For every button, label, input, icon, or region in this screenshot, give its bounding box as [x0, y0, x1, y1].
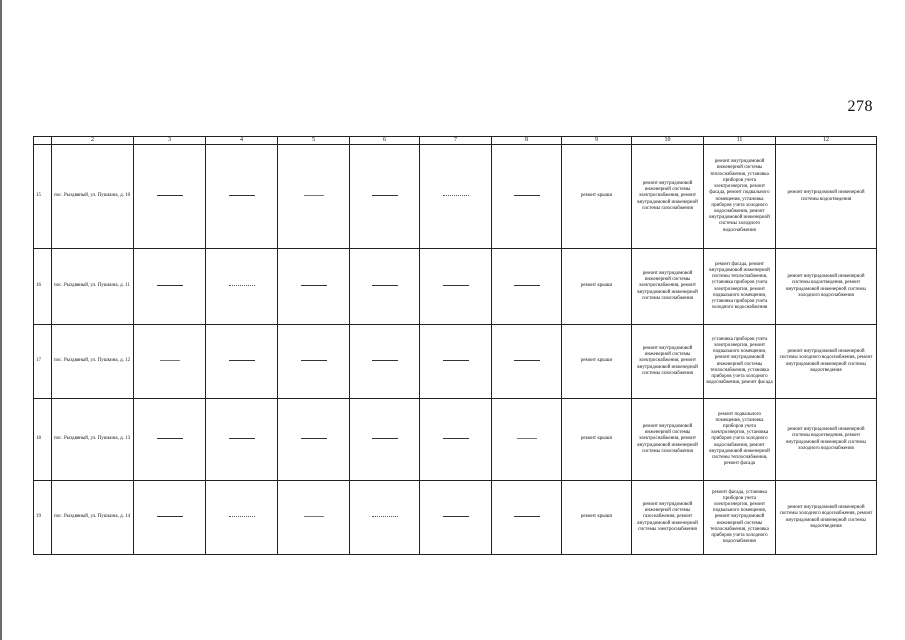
dash-mark	[443, 285, 469, 286]
empty-cell	[492, 249, 562, 325]
row-number: 15	[34, 145, 52, 249]
page-number: 278	[847, 98, 873, 115]
dash-mark	[443, 195, 469, 196]
header-cell: 2	[52, 137, 134, 145]
empty-cell	[350, 325, 420, 399]
dash-mark	[301, 285, 327, 286]
dash-mark	[514, 516, 540, 517]
dash-mark	[443, 516, 469, 517]
dash-mark	[301, 360, 327, 361]
row-number: 19	[34, 481, 52, 555]
empty-cell	[350, 145, 420, 249]
empty-cell	[206, 249, 278, 325]
scan-left-edge	[0, 0, 2, 640]
empty-cell	[134, 481, 206, 555]
empty-cell	[206, 325, 278, 399]
table-row	[34, 399, 877, 481]
empty-cell	[420, 399, 492, 481]
empty-cell	[278, 399, 350, 481]
empty-cell	[206, 481, 278, 555]
address-cell: пос. Рыздвяный, ул. Пушкина, д. 13	[52, 399, 134, 481]
address-cell: пос. Рыздвяный, ул. Пушкина, д. 10	[52, 145, 134, 249]
row-number: 17	[34, 325, 52, 399]
table-header-row	[34, 137, 877, 145]
empty-cell	[420, 145, 492, 249]
empty-cell	[206, 399, 278, 481]
empty-cell	[492, 399, 562, 481]
dash-mark	[229, 285, 255, 286]
work-cell-11: ремонт фасада, установка приборов учета электроэнергии, ремонт подвального помещения, ремонт внутридомовой инженерной системы теплоснабжения, установка приборов учета холодного водоснабжения	[704, 481, 776, 555]
work-cell-10: ремонт внутридомовой инженерной системы электроснабжения, ремонт внутридомовой инженерной системы газоснабжения	[632, 145, 704, 249]
header-cell: 11	[704, 137, 776, 145]
header-cell: 12	[776, 137, 877, 145]
empty-cell	[206, 145, 278, 249]
empty-cell	[134, 145, 206, 249]
roof-repair-cell: ремонт крыши	[562, 249, 632, 325]
dash-mark	[372, 516, 398, 517]
empty-cell	[134, 249, 206, 325]
empty-cell	[350, 399, 420, 481]
dash-mark	[301, 438, 327, 439]
roof-repair-cell: ремонт крыши	[562, 325, 632, 399]
work-cell-12: ремонт внутридомовой инженерной системы водоотведения, ремонт внутридомовой инженерной системы холодного водоснабжения	[776, 399, 877, 481]
header-cell: 9	[562, 137, 632, 145]
empty-cell	[134, 325, 206, 399]
dash-mark	[372, 360, 398, 361]
dash-mark	[157, 438, 183, 439]
empty-cell	[420, 249, 492, 325]
empty-cell	[278, 481, 350, 555]
work-cell-10: ремонт внутридомовой инженерной системы газоснабжения, ремонт внутридомовой инженерной системы электроснабжения	[632, 481, 704, 555]
address-cell: пос. Рыздвяный, ул. Пушкина, д. 12	[52, 325, 134, 399]
empty-cell	[492, 481, 562, 555]
dash-mark	[514, 285, 540, 286]
dash-mark	[443, 360, 469, 361]
table-row	[34, 145, 877, 249]
row-number: 18	[34, 399, 52, 481]
empty-cell	[278, 325, 350, 399]
dash-mark	[514, 360, 540, 361]
header-cell: 3	[134, 137, 206, 145]
dash-mark	[304, 195, 324, 196]
dash-mark	[514, 195, 540, 196]
header-cell: 7	[420, 137, 492, 145]
empty-cell	[278, 145, 350, 249]
dash-mark	[229, 516, 255, 517]
work-cell-12: ремонт внутридомовой инженерной системы холодного водоснабжения, ремонт внутридомовой инженерной системы водоотведения	[776, 325, 877, 399]
work-cell-10: ремонт внутридомовой инженерной системы электроснабжения, ремонт внутридомовой инженерной системы газоснабжения	[632, 249, 704, 325]
empty-cell	[420, 325, 492, 399]
table-row	[34, 481, 877, 555]
work-cell-11: ремонт фасада, ремонт внутридомовой инженерной системы теплоснабжения, установка приборов учета электроэнергии, ремонт подвального помещения, установка приборов учета холодного водоснабжения	[704, 249, 776, 325]
header-cell	[34, 137, 52, 145]
dash-mark	[443, 438, 469, 439]
work-cell-12: ремонт внутридомовой инженерной системы водоотведения	[776, 145, 877, 249]
repair-schedule-table	[33, 136, 877, 555]
roof-repair-cell: ремонт крыши	[562, 399, 632, 481]
table-row	[34, 325, 877, 399]
dash-mark	[160, 360, 180, 361]
roof-repair-cell: ремонт крыши	[562, 145, 632, 249]
dash-mark	[372, 438, 398, 439]
work-cell-10: ремонт внутридомовой инженерной системы электроснабжения, ремонт внутридомовой инженерной системы газоснабжения	[632, 399, 704, 481]
empty-cell	[350, 481, 420, 555]
dash-mark	[229, 195, 255, 196]
empty-cell	[420, 481, 492, 555]
address-cell: пос. Рыздвяный, ул. Пушкина, д. 11	[52, 249, 134, 325]
empty-cell	[492, 145, 562, 249]
dash-mark	[157, 195, 183, 196]
header-cell: 4	[206, 137, 278, 145]
empty-cell	[492, 325, 562, 399]
dash-mark	[372, 285, 398, 286]
dash-mark	[229, 360, 255, 361]
header-cell: 10	[632, 137, 704, 145]
work-cell-10: ремонт внутридомовой инженерной системы электроснабжения, ремонт внутридомовой инженерной системы газоснабжения	[632, 325, 704, 399]
dash-mark	[157, 285, 183, 286]
dash-mark	[304, 516, 324, 517]
dash-mark	[229, 438, 255, 439]
work-cell-12: ремонт внутридомовой инженерной системы водоотведения, ремонт внутридомовой инженерной системы холодного водоснабжения	[776, 249, 877, 325]
roof-repair-cell: ремонт крыши	[562, 481, 632, 555]
header-cell: 8	[492, 137, 562, 145]
empty-cell	[134, 399, 206, 481]
work-cell-11: ремонт внутридомовой инженерной системы теплоснабжения, установка приборов учета электроэнергии, ремонт фасада, ремонт подвального помещения, установка приборов учета холодного водоснабжения, ремонт внутридомовой инженерной системы холодного водоснабжения	[704, 145, 776, 249]
work-cell-11: ремонт подвального помещения, установка приборов учета электроэнергии, установка приборов учета холодного водоснабжения, ремонт внутридомовой инженерной системы теплоснабжения, ремонт фасада	[704, 399, 776, 481]
header-cell: 6	[350, 137, 420, 145]
empty-cell	[278, 249, 350, 325]
address-cell: пос. Рыздвяный, ул. Пушкина, д. 14	[52, 481, 134, 555]
dash-mark	[372, 195, 398, 196]
dash-mark	[517, 438, 537, 439]
table-row	[34, 249, 877, 325]
row-number: 16	[34, 249, 52, 325]
work-cell-12: ремонт внутридомовой инженерной системы холодного водоснабжения, ремонт внутридомовой инженерной системы водоотведения	[776, 481, 877, 555]
work-cell-11: установка приборов учета электроэнергии, ремонт подвального помещения, ремонт внутридомовой инженерной системы теплоснабжения, установка приборов учета холодного водоснабжения, ремонт фасада	[704, 325, 776, 399]
header-cell: 5	[278, 137, 350, 145]
dash-mark	[157, 516, 183, 517]
empty-cell	[350, 249, 420, 325]
table-body	[34, 137, 877, 555]
